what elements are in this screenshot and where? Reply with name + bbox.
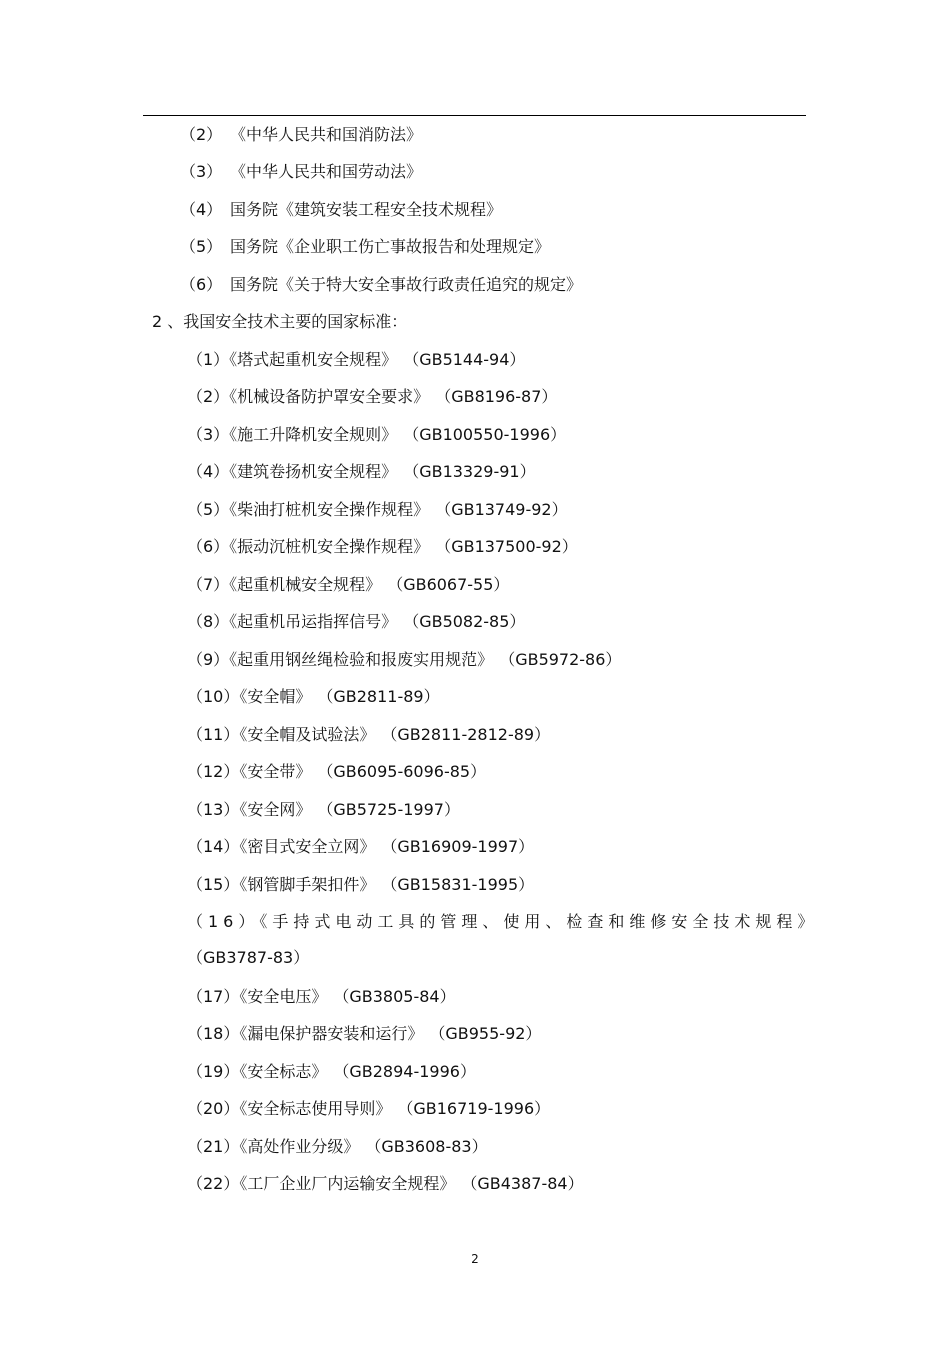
law-item: （2） 《中华人民共和国消防法》: [180, 125, 423, 144]
law-item: （6） 国务院《关于特大安全事故行政责任追究的规定》: [180, 275, 583, 294]
standard-item: （21）《高处作业分级》 （GB3608-83）: [187, 1137, 488, 1156]
standard-item: （9）《起重用钢丝绳检验和报废实用规范》 （GB5972-86）: [187, 650, 622, 669]
law-item: （3） 《中华人民共和国劳动法》: [180, 162, 423, 181]
standard-item-title-wide: （16）《手持式电动工具的管理、使用、检查和维修安全技术规程》: [187, 912, 819, 931]
standard-item: （2）《机械设备防护罩安全要求》 （GB8196-87）: [187, 387, 558, 406]
standard-item: （6）《振动沉桩机安全操作规程》 （GB137500-92）: [187, 537, 578, 556]
standard-item: （5）《柴油打桩机安全操作规程》 （GB13749-92）: [187, 500, 568, 519]
standard-item: （4）《建筑卷扬机安全规程》 （GB13329-91）: [187, 462, 536, 481]
standard-item: （19）《安全标志》 （GB2894-1996）: [187, 1062, 476, 1081]
standard-item: （11）《安全帽及试验法》 （GB2811-2812-89）: [187, 725, 551, 744]
page-number: 2: [471, 1252, 479, 1266]
standard-item-code-wide: （GB3787-83）: [187, 948, 310, 967]
standard-item: （22）《工厂企业厂内运输安全规程》 （GB4387-84）: [187, 1174, 584, 1193]
standard-item: （13）《安全网》 （GB5725-1997）: [187, 800, 460, 819]
standard-item: （15）《钢管脚手架扣件》 （GB15831-1995）: [187, 875, 535, 894]
standard-item: （7）《起重机械安全规程》 （GB6067-55）: [187, 575, 510, 594]
standard-item: （20）《安全标志使用导则》 （GB16719-1996）: [187, 1099, 551, 1118]
standard-item: （14）《密目式安全立网》 （GB16909-1997）: [187, 837, 535, 856]
standard-item: （8）《起重机吊运指挥信号》 （GB5082-85）: [187, 612, 526, 631]
law-item: （5） 国务院《企业职工伤亡事故报告和处理规定》: [180, 237, 551, 256]
law-item: （4） 国务院《建筑安装工程安全技术规程》: [180, 200, 503, 219]
standard-item: （3）《施工升降机安全规则》 （GB100550-1996）: [187, 425, 567, 444]
standard-item: （12）《安全带》 （GB6095-6096-85）: [187, 762, 487, 781]
standard-item: （10）《安全帽》 （GB2811-89）: [187, 687, 440, 706]
section-heading: 2 、我国安全技术主要的国家标准：: [152, 312, 408, 331]
standard-item: （18）《漏电保护器安装和运行》 （GB955-92）: [187, 1024, 542, 1043]
standard-item: （17）《安全电压》 （GB3805-84）: [187, 987, 456, 1006]
standard-item: （1）《塔式起重机安全规程》 （GB5144-94）: [187, 350, 526, 369]
header-rule: [143, 115, 806, 116]
